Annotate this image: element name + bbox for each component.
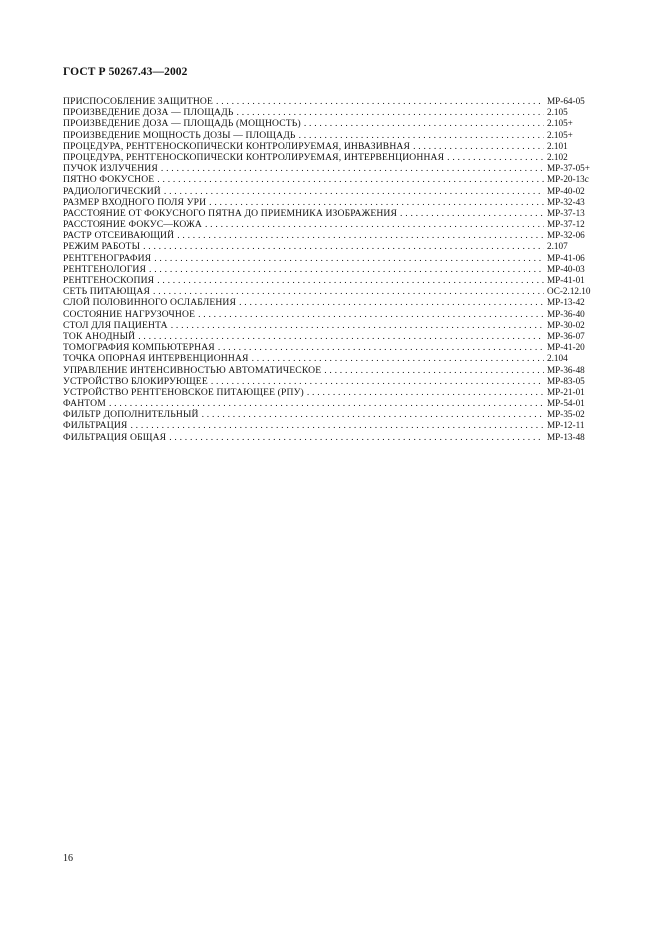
index-entry — [63, 264, 599, 275]
dot-leader — [149, 264, 544, 275]
index-code: 2.102 — [547, 151, 568, 162]
index-term: УСТРОЙСТВО БЛОКИРУЮЩЕЕ — [63, 375, 208, 387]
index-code: МР-41-01 — [547, 275, 585, 285]
index-code: МР-20-13с — [547, 174, 589, 185]
index-term: СЕТЬ ПИТАЮЩАЯ — [63, 286, 151, 298]
index-entry — [63, 353, 599, 364]
dot-leader — [239, 297, 544, 308]
dot-leader — [153, 286, 544, 297]
dot-leader — [307, 387, 544, 398]
index-code: МР-64-05 — [547, 96, 585, 106]
dot-leader — [164, 186, 544, 197]
index-term: ТОМОГРАФИЯ КОМПЬЮТЕРНАЯ — [63, 342, 215, 354]
index-code: МР-13-42 — [547, 297, 585, 308]
index-term: УПРАВЛЕНИЕ ИНТЕНСИВНОСТЬЮ АВТОМАТИЧЕСКОЕ — [63, 364, 322, 376]
index-entry — [63, 342, 599, 353]
index-code: МР-83-05 — [547, 375, 585, 386]
index-code: МР-30-02 — [547, 319, 585, 330]
index-code: МР-41-06 — [547, 252, 585, 263]
dot-leader — [157, 174, 544, 185]
index-entry — [63, 420, 599, 431]
index-term: СЛОЙ ПОЛОВИННОГО ОСЛАБЛЕНИЯ — [63, 297, 237, 309]
index-code: МР-35-02 — [547, 409, 585, 420]
index-term: ПРОЦЕДУРА, РЕНТГЕНОСКОПИЧЕСКИ КОНТРОЛИРУЕМАЯ, ИНВАЗИВНАЯ — [63, 140, 411, 152]
dot-leader — [130, 420, 544, 431]
index-code: МР-37-13 — [547, 207, 585, 218]
dot-leader — [205, 219, 544, 230]
index-term: РЕЖИМ РАБОТЫ — [63, 241, 141, 253]
index-code: 2.107 — [547, 241, 568, 252]
index-entry — [63, 286, 599, 297]
index-code: МР-13-48 — [547, 431, 585, 442]
index-code: МР-36-07 — [547, 330, 585, 341]
index-entry — [63, 331, 599, 342]
dot-leader — [252, 353, 544, 364]
dot-leader — [169, 432, 544, 443]
index-entry — [63, 275, 599, 286]
index-code: МР-32-43 — [547, 196, 585, 207]
index-entry — [63, 365, 599, 376]
index-entry — [63, 163, 599, 174]
dot-leader — [216, 96, 544, 107]
index-code: ОС-2.12.10 — [547, 286, 591, 297]
index-entry — [63, 186, 599, 197]
index-term: РАЗМЕР ВХОДНОГО ПОЛЯ УРИ — [63, 196, 207, 208]
index-entry — [63, 320, 599, 331]
dot-leader — [211, 376, 544, 387]
dot-leader — [161, 163, 544, 174]
index-code: 2.101 — [547, 140, 568, 151]
index-term: ПУЧОК ИЗЛУЧЕНИЯ — [63, 163, 158, 175]
index-term: СТОЛ ДЛЯ ПАЦИЕНТА — [63, 319, 168, 331]
index-code: МР-32-06 — [547, 230, 585, 241]
index-code: МР-40-02 — [547, 185, 585, 196]
index-entry — [63, 174, 599, 185]
index-term: ПРОИЗВЕДЕНИЕ МОЩНОСТЬ ДОЗЫ — ПЛОЩАДЬ — [63, 129, 296, 141]
index-entry — [63, 297, 599, 308]
dot-leader — [143, 241, 544, 252]
index-code: МР-12-11 — [547, 420, 585, 431]
dot-leader — [109, 398, 544, 409]
term-index — [63, 96, 599, 443]
dot-leader — [413, 141, 544, 152]
index-code: МР-37-05+ — [547, 163, 590, 174]
index-code: МР-54-01 — [547, 398, 585, 409]
index-code: 2.105+ — [547, 118, 573, 129]
index-term: РАСТР ОТСЕИВАЮЩИЙ — [63, 230, 175, 242]
index-term: ПРОИЗВЕДЕНИЕ ДОЗА — ПЛОЩАДЬ — [63, 107, 234, 119]
index-entry — [63, 409, 599, 420]
index-entry — [63, 309, 599, 320]
dot-leader — [171, 320, 544, 331]
index-term: РЕНТГЕНОСКОПИЯ — [63, 275, 155, 286]
index-code: 2.104 — [547, 353, 568, 364]
dot-leader — [209, 197, 544, 208]
dot-leader — [218, 342, 544, 353]
index-term: ФИЛЬТРАЦИЯ ОБЩАЯ — [63, 431, 167, 443]
dot-leader — [198, 309, 544, 320]
dot-leader — [299, 130, 544, 141]
index-code: МР-21-01 — [547, 386, 585, 397]
index-term: РЕНТГЕНОЛОГИЯ — [63, 263, 147, 275]
index-term: ПРОИЗВЕДЕНИЕ ДОЗА — ПЛОЩАДЬ (МОЩНОСТЬ) — [63, 118, 301, 130]
index-entry — [63, 197, 599, 208]
index-term: ФАНТОМ — [63, 398, 106, 410]
dot-leader — [447, 152, 544, 163]
dot-leader — [237, 107, 545, 118]
dot-leader — [400, 208, 544, 219]
index-term: РАССТОЯНИЕ ОТ ФОКУСНОГО ПЯТНА ДО ПРИЕМНИКА ИЗОБРАЖЕНИЯ — [63, 207, 398, 219]
index-code: МР-36-48 — [547, 364, 585, 375]
index-entry — [63, 387, 599, 398]
dot-leader — [324, 365, 544, 376]
index-term: ПРИСПОСОБЛЕНИЕ ЗАЩИТНОЕ — [63, 96, 214, 107]
dot-leader — [202, 409, 544, 420]
index-code: 2.105+ — [547, 129, 573, 140]
index-code: МР-40-03 — [547, 263, 585, 274]
index-term: РАССТОЯНИЕ ФОКУС—КОЖА — [63, 219, 202, 231]
index-entry — [63, 253, 599, 264]
index-entry — [63, 219, 599, 230]
index-term: СОСТОЯНИЕ НАГРУЗОЧНОЕ — [63, 308, 196, 320]
index-term: ФИЛЬТРАЦИЯ — [63, 420, 128, 432]
index-entry — [63, 398, 599, 409]
dot-leader — [138, 331, 544, 342]
index-entry — [63, 107, 599, 118]
page-number: 16 — [63, 853, 73, 864]
index-entry — [63, 118, 599, 129]
index-code: МР-36-40 — [547, 308, 585, 319]
index-entry — [63, 208, 599, 219]
index-entry — [63, 376, 599, 387]
dot-leader — [304, 118, 544, 129]
index-entry — [63, 152, 599, 163]
index-term: РЕНТГЕНОГРАФИЯ — [63, 252, 152, 264]
index-term: РАДИОЛОГИЧЕСКИЙ — [63, 185, 161, 197]
dot-leader — [154, 253, 544, 264]
index-term: ПРОЦЕДУРА, РЕНТГЕНОСКОПИЧЕСКИ КОНТРОЛИРУЕМАЯ, ИНТЕРВЕНЦИОННАЯ — [63, 151, 445, 163]
dot-leader — [157, 275, 544, 286]
index-entry — [63, 96, 599, 107]
dot-leader — [177, 230, 544, 241]
index-term: ТОК АНОДНЫЙ — [63, 330, 136, 342]
document-header: ГОСТ Р 50267.43—2002 — [63, 66, 188, 78]
index-code: 2.105 — [547, 107, 568, 118]
index-term: ФИЛЬТР ДОПОЛНИТЕЛЬНЫЙ — [63, 409, 199, 421]
index-term: ТОЧКА ОПОРНАЯ ИНТЕРВЕНЦИОННАЯ — [63, 353, 249, 365]
index-entry — [63, 230, 599, 241]
index-entry — [63, 432, 599, 443]
index-entry — [63, 241, 599, 252]
index-code: МР-37-12 — [547, 219, 585, 230]
index-code: МР-41-20 — [547, 342, 585, 353]
index-entry — [63, 130, 599, 141]
index-term: УСТРОЙСТВО РЕНТГЕНОВСКОЕ ПИТАЮЩЕЕ (РПУ) — [63, 386, 304, 398]
index-term: ПЯТНО ФОКУСНОЕ — [63, 174, 155, 186]
index-entry — [63, 141, 599, 152]
